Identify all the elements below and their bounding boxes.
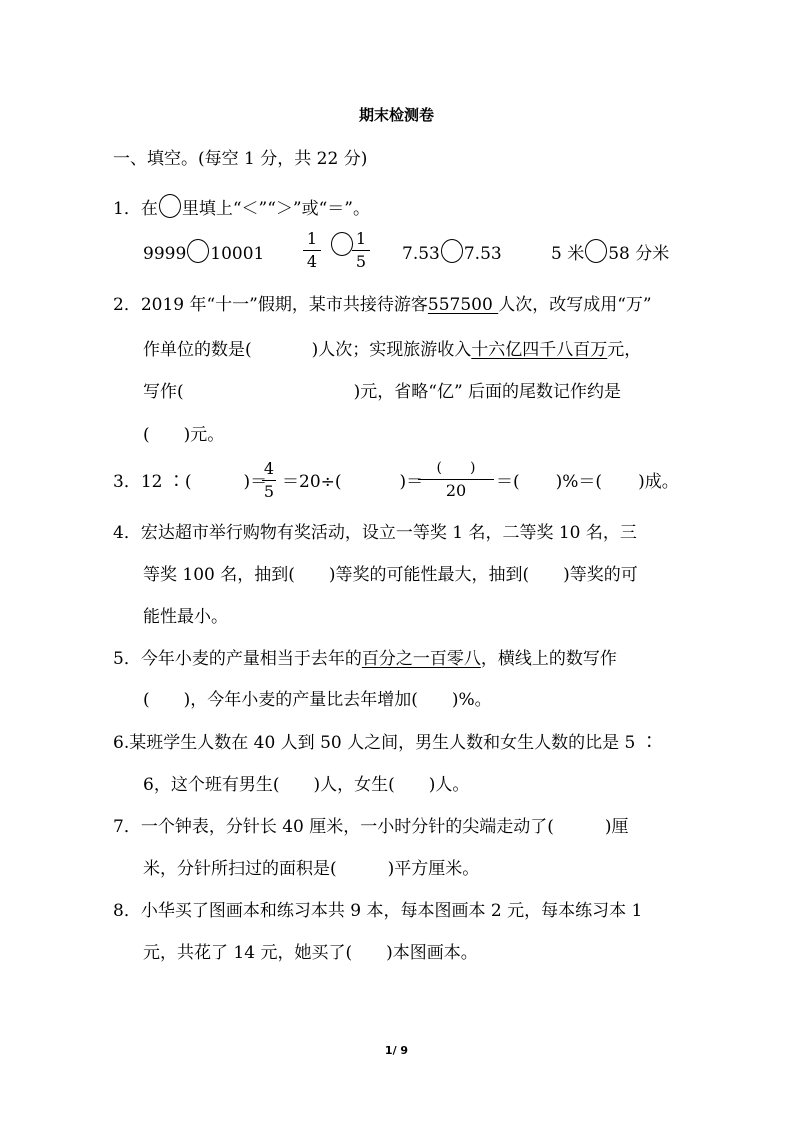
blank-circle[interactable] bbox=[187, 239, 209, 263]
q2-text: 人次，改写成用“万” bbox=[498, 295, 652, 315]
denominator: 4 bbox=[306, 252, 318, 271]
q1-text-a: 在 bbox=[140, 199, 158, 219]
page-number: 1/ 9 bbox=[384, 1044, 409, 1057]
underlined-words: 十六亿四千八百万 bbox=[471, 340, 608, 360]
fraction-1-4 bbox=[303, 229, 321, 272]
q2-text: )元，省略“亿” 后面的尾数记作约是 bbox=[353, 382, 622, 402]
question-6 bbox=[113, 731, 658, 755]
q2-text: 作单位的数是( bbox=[143, 340, 252, 360]
question-number: 7． bbox=[113, 817, 141, 837]
page-title: 期末检测卷 bbox=[358, 106, 434, 124]
blank-circle[interactable] bbox=[331, 232, 353, 256]
numerator: 1 bbox=[306, 229, 318, 248]
q5-line-2: ( )，今年小麦的产量比去年增加( )%。 bbox=[143, 690, 492, 710]
question-number: 2． bbox=[113, 295, 141, 315]
question-8 bbox=[113, 899, 642, 923]
question-number: 1． bbox=[113, 199, 141, 219]
question-number: 4． bbox=[113, 523, 141, 543]
question-3-start bbox=[113, 470, 267, 494]
q3-text: )%＝( bbox=[555, 472, 603, 492]
q7-line-2: 米，分针所扫过的面积是( )平方厘米。 bbox=[143, 859, 480, 879]
underlined-words: 百分之一百零八 bbox=[361, 649, 481, 669]
question-2 bbox=[113, 293, 652, 317]
q6-line-2: 6，这个班有男生( )人，女生( )人。 bbox=[143, 775, 470, 795]
q2-text: )人次；实现旅游收入 bbox=[311, 340, 472, 360]
q3-text: )＝ bbox=[399, 472, 424, 492]
q2-text: 元， bbox=[607, 340, 642, 360]
fraction-1-5 bbox=[352, 229, 370, 272]
q4-line-3: 能性最小。 bbox=[143, 607, 228, 627]
section-heading: 一、填空。(每空 1 分，共 22 分) bbox=[113, 149, 368, 169]
q2-line-2 bbox=[143, 338, 641, 362]
question-number: 5． bbox=[113, 649, 141, 669]
q5-text: ，横线上的数写作 bbox=[480, 649, 617, 669]
q7-text: 一个钟表，分针长 40 厘米，一小时分针的尖端走动了( )厘 bbox=[140, 817, 629, 837]
numerator: 1 bbox=[355, 229, 367, 248]
q1-item4-left: 5 米 bbox=[551, 244, 585, 264]
question-number: 3． bbox=[113, 472, 141, 492]
q8-line-2: 元，共花了 14 元，她买了( )本图画本。 bbox=[143, 943, 478, 963]
q1-item1-right: 10001 bbox=[210, 244, 265, 264]
q1-item-3 bbox=[402, 239, 502, 266]
q1-item-4 bbox=[551, 239, 669, 266]
underlined-number: 557500 bbox=[427, 295, 499, 315]
q1-text-b: 里填上“＜”“＞”或“＝”。 bbox=[181, 199, 370, 219]
question-5 bbox=[113, 647, 617, 671]
q1-item-1 bbox=[143, 239, 264, 266]
q8-text: 小华买了图画本和练习本共 9 本，每本图画本 2 元，每本练习本 1 bbox=[140, 901, 643, 921]
blank-circle[interactable] bbox=[585, 239, 607, 263]
fraction-4-5 bbox=[262, 459, 276, 502]
q1-item4-right: 58 分米 bbox=[608, 244, 670, 264]
numerator: 4 bbox=[263, 459, 275, 478]
question-3-mid bbox=[282, 470, 423, 494]
question-4 bbox=[113, 521, 637, 545]
denominator: 5 bbox=[263, 482, 275, 501]
q4-line-2: 等奖 100 名，抽到( )等奖的可能性最大，抽到( )等奖的可 bbox=[143, 565, 638, 585]
q5-text: 今年小麦的产量相当于去年的 bbox=[140, 649, 362, 669]
denominator: 20 bbox=[445, 481, 467, 500]
question-3-end bbox=[496, 470, 679, 494]
q3-text: )成。 bbox=[638, 472, 679, 492]
numerator-blank[interactable]: ( ) bbox=[436, 460, 476, 476]
q2-line-3 bbox=[143, 380, 621, 404]
denominator: 5 bbox=[355, 252, 367, 271]
q2-line-4: ( )元。 bbox=[143, 425, 225, 445]
question-number: 8． bbox=[113, 901, 141, 921]
q1-item1-left: 9999 bbox=[143, 244, 187, 264]
blank-circle[interactable] bbox=[441, 239, 463, 263]
q6-text: 某班学生人数在 40 人到 50 人之间，男生人数和女生人数的比是 5 ∶ bbox=[129, 733, 658, 753]
q3-text: ＝( bbox=[496, 472, 520, 492]
fraction-blank-20 bbox=[418, 458, 494, 501]
q1-item3-left: 7.53 bbox=[402, 244, 440, 264]
q1-item3-right: 7.53 bbox=[463, 244, 502, 264]
question-7 bbox=[113, 815, 629, 839]
question-number: 6. bbox=[113, 733, 130, 753]
q4-text: 宏达超市举行购物有奖活动，设立一等奖 1 名，二等奖 10 名，三 bbox=[140, 523, 637, 543]
q3-text: 12 ∶( bbox=[140, 472, 192, 492]
q2-text: 写作( bbox=[143, 382, 184, 402]
q3-text: ＝20÷( bbox=[282, 472, 342, 492]
blank-circle[interactable] bbox=[159, 194, 181, 218]
question-1 bbox=[113, 194, 370, 221]
q3-text: )＝ bbox=[243, 472, 268, 492]
q2-text: 2019 年“十一”假期，某市共接待游客 bbox=[140, 295, 428, 315]
